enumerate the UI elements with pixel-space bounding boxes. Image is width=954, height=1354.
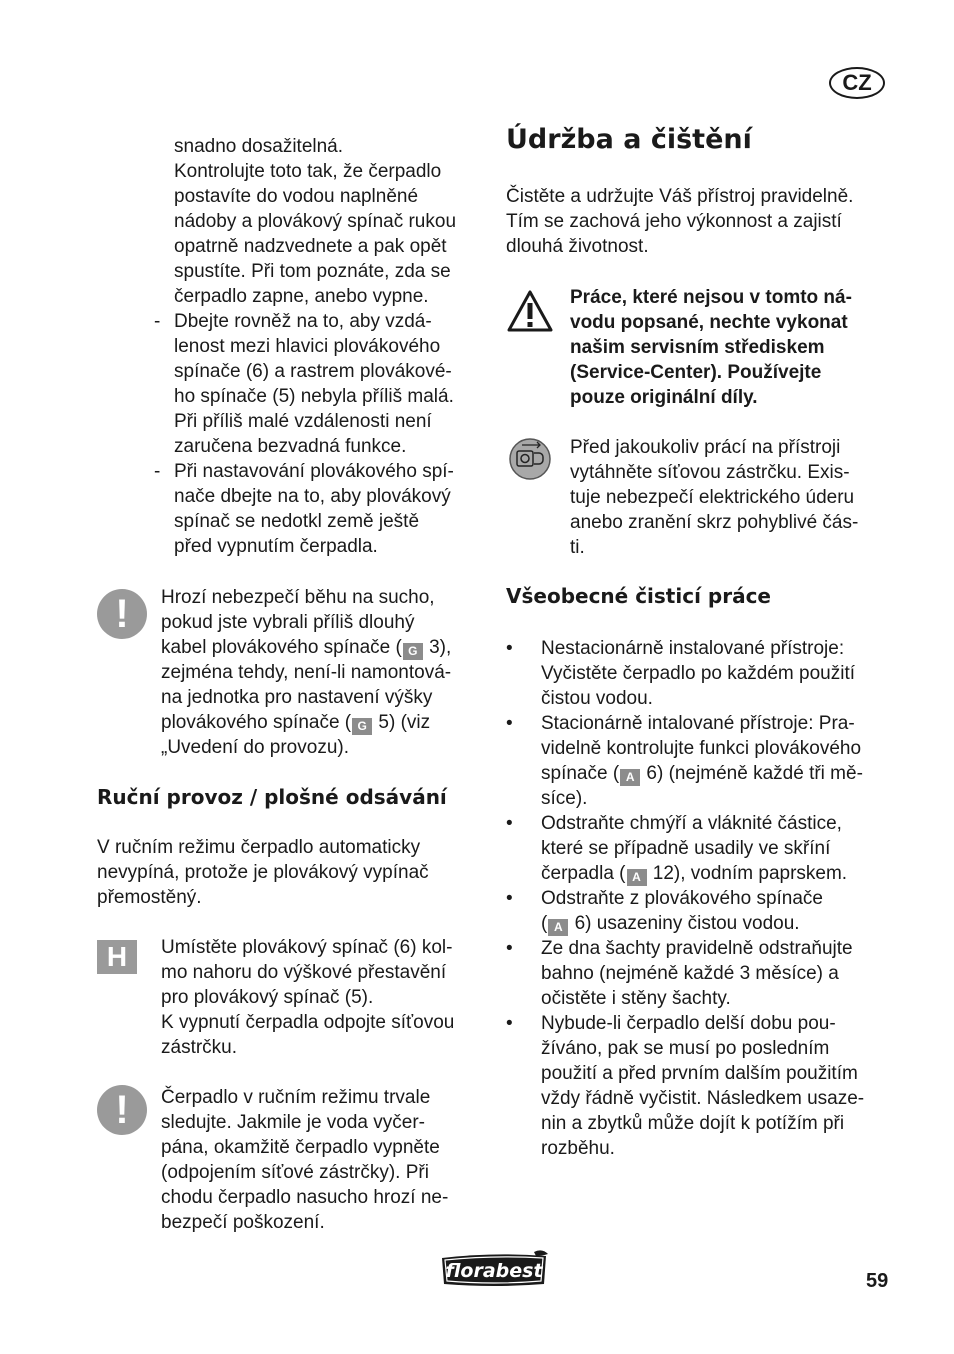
text-line: Ze dna šachty pravidelně odstraňujte: [541, 938, 853, 959]
list-item: [506, 711, 896, 811]
manual-mode-heading: Ruční provoz / plošné odsávání: [97, 785, 447, 809]
text-line: Čistěte a udržujte Váš přístroj pravidelně.: [506, 186, 854, 207]
general-cleaning-heading: Všeobecné čisticí práce: [506, 584, 771, 608]
florabest-logo: [438, 1250, 550, 1288]
text-line: sledujte. Jakmile je voda vyčer-: [161, 1112, 425, 1133]
text-line: (Service-Center). Používejte: [570, 362, 822, 383]
text-line: Odstraňte z plovákového spínače: [541, 888, 824, 909]
text-line: Při nastavování plovákového spí-: [174, 461, 454, 482]
text-line: před vypnutím čerpadla.: [174, 536, 378, 557]
text-line: pro plovákový spínač (5).: [161, 987, 374, 1008]
text-line: našim servisním střediskem: [570, 337, 825, 358]
text-line: kabel plovákového spínače ( G 3),: [161, 637, 452, 658]
text-line: plovákového spínače ( G 5) (viz: [161, 712, 431, 733]
text-line: bezpečí poškození.: [161, 1212, 325, 1233]
figure-ref-tag: A: [548, 919, 568, 936]
text-line: zejména tehdy, není-li namontová-: [161, 662, 452, 683]
text-line: spustíte. Při tom poznáte, zda se: [174, 261, 451, 282]
text-line: K vypnutí čerpadla odpojte síťovou: [161, 1012, 455, 1033]
text-line: Umístěte plovákový spínač (6) kol-: [161, 937, 453, 958]
text-line: (odpojením síťové zástrčky). Při: [161, 1162, 429, 1183]
text-line: které se případně usadily ve skříní: [541, 838, 831, 859]
bullet-marker: •: [506, 713, 513, 734]
exclamation-icon: !: [97, 589, 147, 639]
unplug-icon: [508, 437, 552, 481]
intro-paragraph: [174, 134, 484, 309]
text-line: Před jakoukoliv prácí na přístroji: [570, 437, 841, 458]
figure-ref-tag: G: [352, 718, 372, 735]
text-line: ( A 6) usazeniny čistou vodou.: [541, 913, 800, 934]
text-line: přemostěný.: [97, 887, 202, 908]
text-line: rozběhu.: [541, 1138, 615, 1159]
text-line: očistěte i stěny šachty.: [541, 988, 731, 1009]
bullet-marker: •: [506, 813, 513, 834]
text-line: čerpadlo zapne, anebo vypne.: [174, 286, 429, 307]
text-line: chodu čerpadlo nasucho hrozí ne-: [161, 1187, 449, 1208]
text-line: pokud jste vybrali příliš dlouhý: [161, 612, 415, 633]
text-line: postavíte do vodou naplněné: [174, 186, 419, 207]
text-line: zaručena bezvadná funkce.: [174, 436, 407, 457]
list-item: [506, 936, 896, 1011]
text-line: bahno (nejméně každé 3 měsíce) a: [541, 963, 839, 984]
text-line: na jednotka pro nastavení výšky: [161, 687, 433, 708]
text-line: pána, okamžitě čerpadlo vypněte: [161, 1137, 440, 1158]
text-line: vodu popsané, nechte vykonat: [570, 312, 848, 333]
text-line: nače dbejte na to, aby plovákový: [174, 486, 451, 507]
text-line: Čerpadlo v ručním režimu trvale: [161, 1087, 431, 1108]
bullet-marker: •: [506, 638, 513, 659]
page-title: Údržba a čištění: [506, 124, 752, 155]
warning-triangle-icon: [506, 289, 554, 333]
text-line: nádoby a plovákový spínač rukou: [174, 211, 457, 232]
text-line: zástrčku.: [161, 1037, 238, 1058]
text-line: použití a před prvním dalším použitím: [541, 1063, 858, 1084]
text-line: dlouhá životnost.: [506, 236, 649, 257]
text-line: Při příliš malé vzdálenosti není: [174, 411, 432, 432]
text-line: Hrozí nebezpečí běhu na sucho,: [161, 587, 435, 608]
dash-marker: -: [154, 311, 161, 332]
text-line: tuje nebezpečí elektrického úderu: [570, 487, 855, 508]
text-line: Práce, které nejsou v tomto ná-: [570, 287, 852, 308]
page-number: 59: [866, 1270, 889, 1292]
dash-list: [150, 309, 484, 559]
text-line: nevypíná, protože je plovákový vypínač: [97, 862, 429, 883]
text-line: „Uvedení do provozu).: [161, 737, 349, 758]
list-item: [150, 459, 484, 559]
maintenance-intro: [506, 184, 906, 259]
text-line: Tím se zachová jeho výkonnost a zajistí: [506, 211, 842, 232]
text-line: videlně kontrolujte funkci plovákového: [541, 738, 862, 759]
text-line: vždy řádně vyčistit. Následkem usaze-: [541, 1088, 865, 1109]
text-line: čistou vodou.: [541, 688, 653, 709]
text-line: spínače (6) a rastrem plovákové-: [174, 361, 452, 382]
list-item: [150, 309, 484, 459]
dash-marker: -: [154, 461, 161, 482]
list-item: [506, 636, 896, 711]
text-line: anebo zranění skrz pohyblivé čás-: [570, 512, 859, 533]
logo-text: florabest: [445, 1260, 543, 1282]
language-badge: CZ: [829, 67, 885, 99]
figure-h-icon: H: [97, 940, 137, 974]
text-line: Nestacionárně instalované přístroje:: [541, 638, 845, 659]
text-line: spínač se nedotkl země ještě: [174, 511, 420, 532]
text-line: spínače ( A 6) (nejméně každé tři mě-: [541, 763, 863, 784]
figure-ref-tag: G: [403, 643, 423, 660]
text-line: mo nahoru do výškové přestavění: [161, 962, 447, 983]
text-line: Dbejte rovněž na to, aby vzdá-: [174, 311, 432, 332]
text-line: ti.: [570, 537, 585, 558]
text-line: čerpadla ( A 12), vodním paprskem.: [541, 863, 848, 884]
text-line: snadno dosažitelná.: [174, 136, 344, 157]
list-item: [506, 811, 896, 886]
list-item: [506, 886, 896, 936]
text-line: nin a zbytků může dojít k potížím při: [541, 1113, 845, 1134]
exclamation-icon: !: [97, 1085, 147, 1135]
text-line: žíváno, pak se musí po posledním: [541, 1038, 830, 1059]
list-item: [506, 1011, 896, 1161]
text-line: ho spínače (5) nebyla příliš malá.: [174, 386, 454, 407]
text-line: Odstraňte chmýří a vláknité částice,: [541, 813, 842, 834]
text-line: lenost mezi hlavici plovákového: [174, 336, 441, 357]
figure-ref-tag: A: [627, 869, 647, 886]
cleaning-list: [506, 636, 896, 1161]
text-line: Kontrolujte toto tak, že čerpadlo: [174, 161, 442, 182]
bullet-marker: •: [506, 938, 513, 959]
text-line: Stacionárně intalované přístroje: Pra-: [541, 713, 855, 734]
bullet-marker: •: [506, 888, 513, 909]
manual-mode-paragraph: [97, 835, 487, 910]
text-line: Vyčistěte čerpadlo po každém použití: [541, 663, 856, 684]
text-line: pouze originální díly.: [570, 387, 758, 408]
figure-ref-tag: A: [620, 769, 640, 786]
bullet-marker: •: [506, 1013, 513, 1034]
text-line: Nybude-li čerpadlo delší dobu pou-: [541, 1013, 836, 1034]
text-line: vytáhněte síťovou zástrčku. Exis-: [570, 462, 850, 483]
text-line: síce).: [541, 788, 588, 809]
text-line: opatrně nadzvednete a pak opět: [174, 236, 447, 257]
text-line: V ručním režimu čerpadlo automaticky: [97, 837, 421, 858]
